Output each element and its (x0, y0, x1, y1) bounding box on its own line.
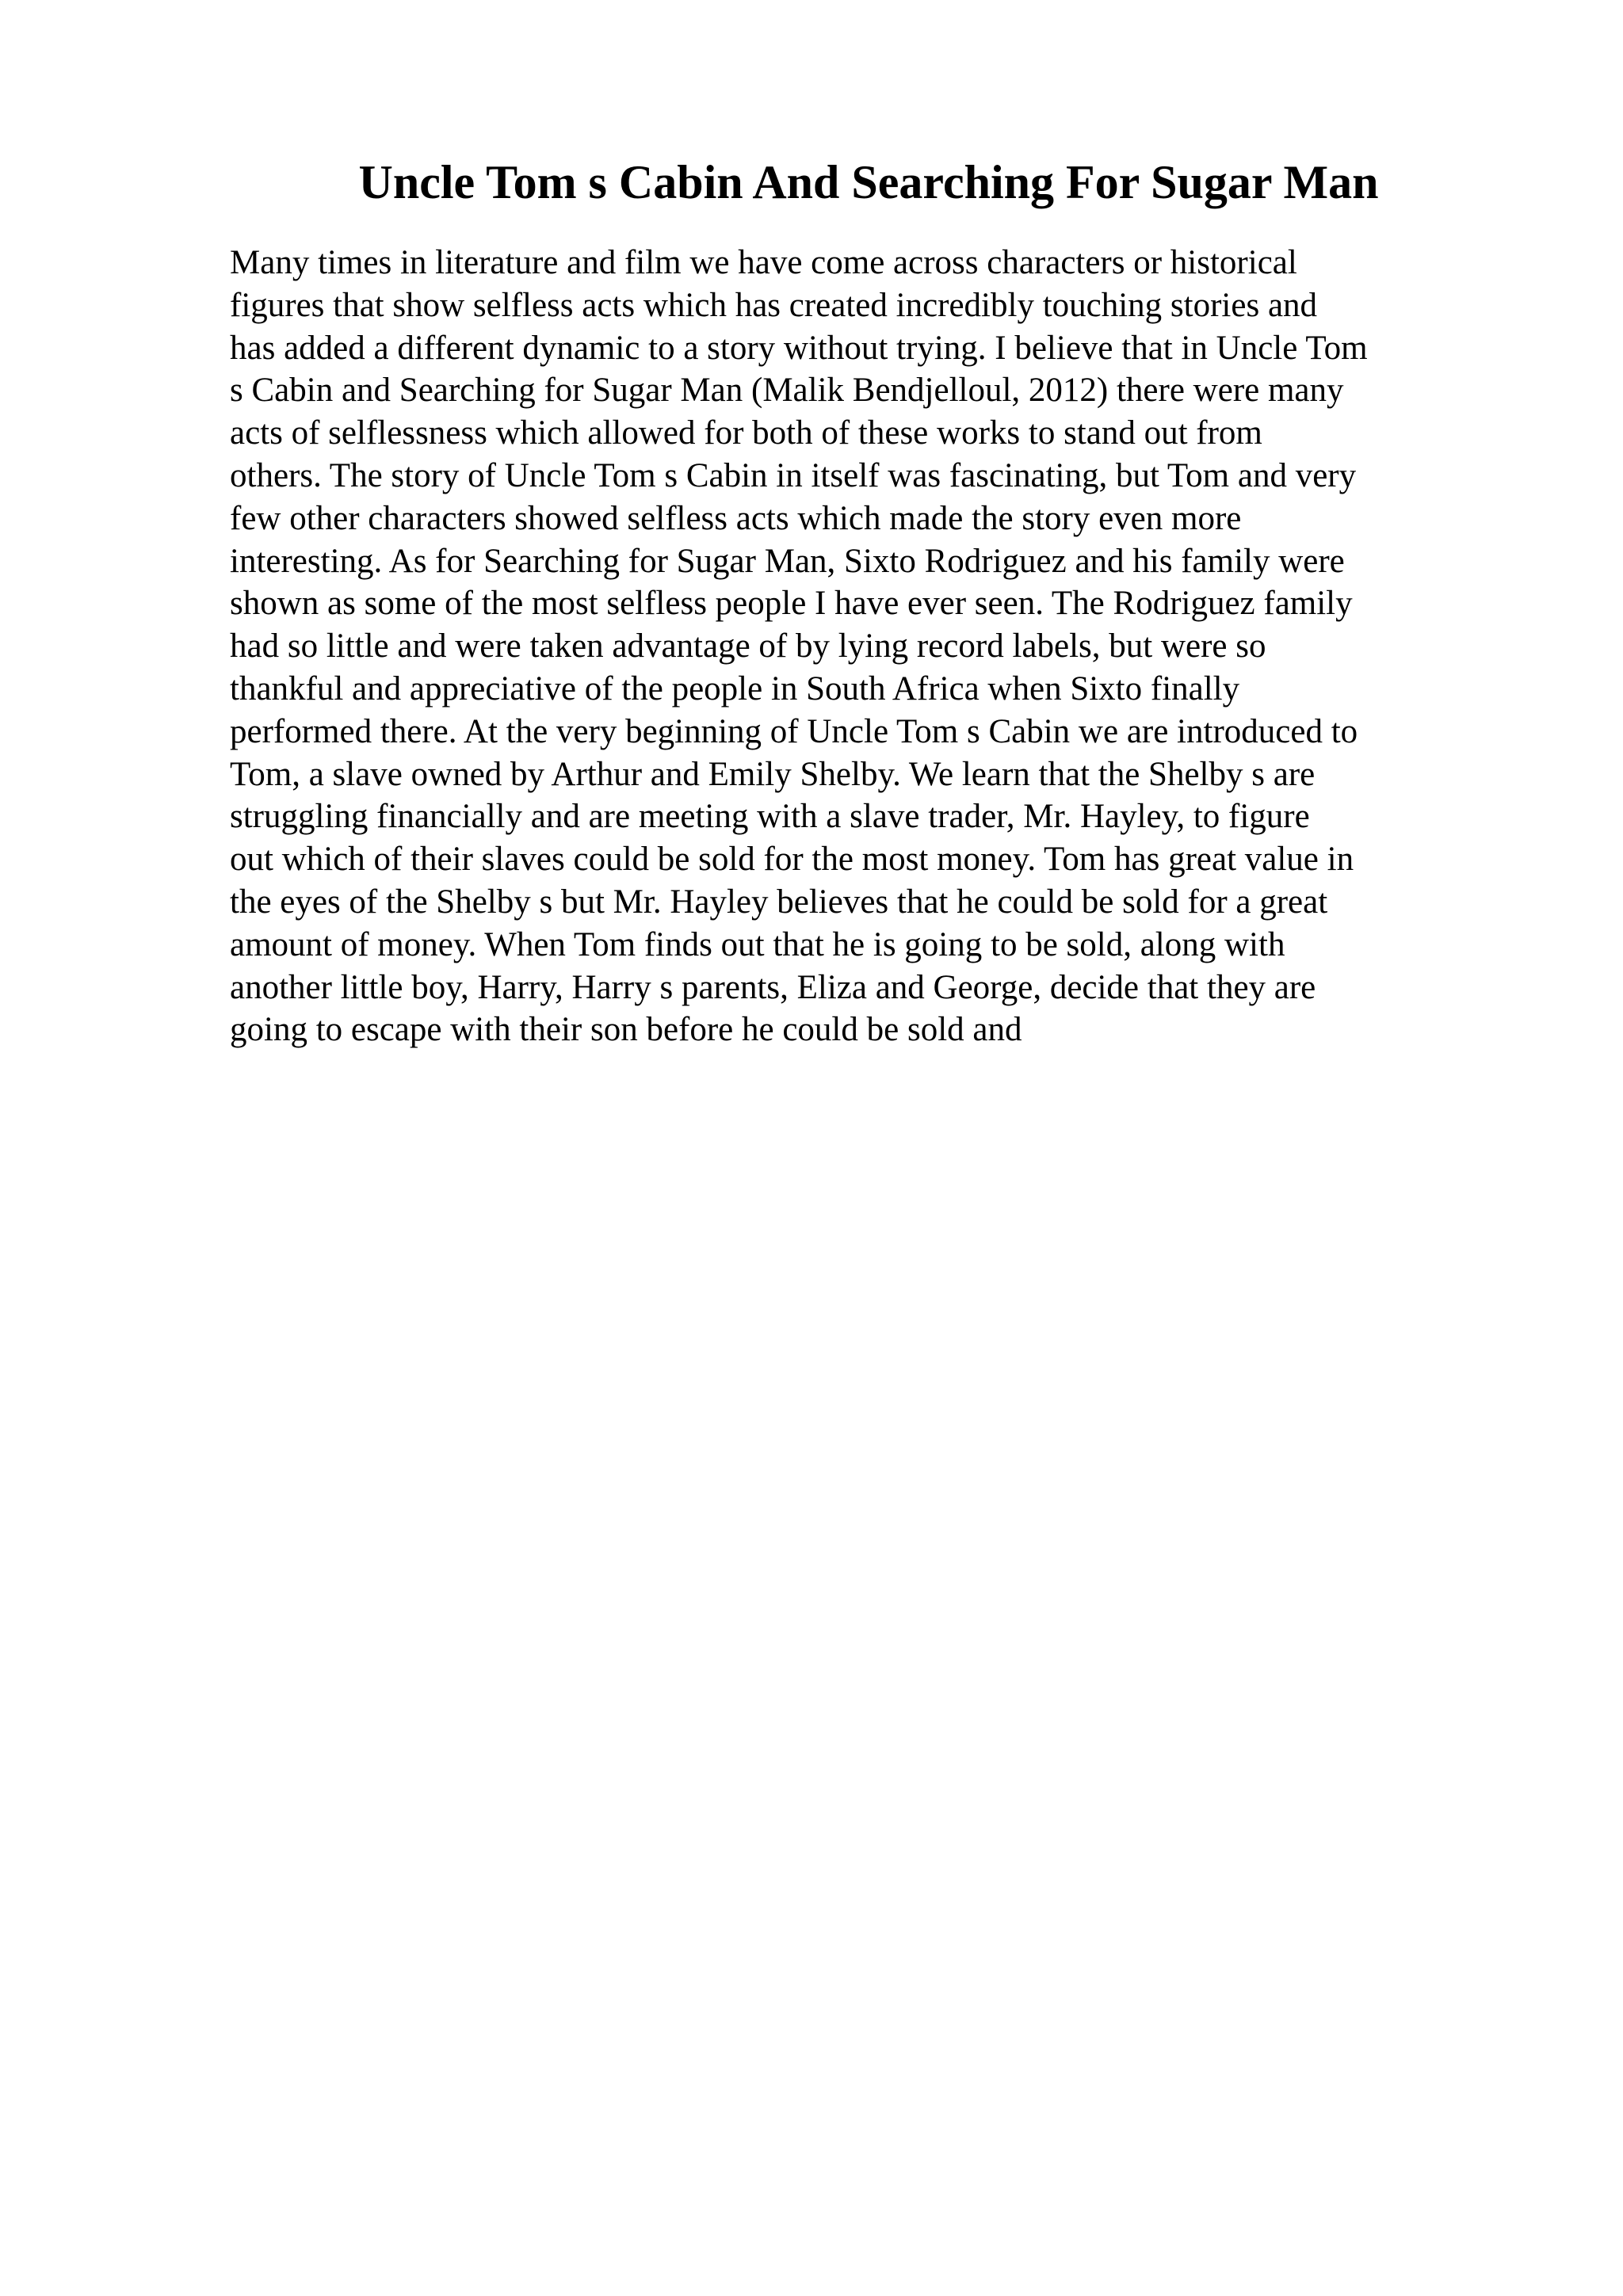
paragraph-line: acts of selflessness which allowed for both of these works to stand out from (230, 414, 1262, 452)
paragraph-line: few other characters showed selfless acts which made the story even more (230, 499, 1242, 537)
paragraph-line: going to escape with their son before he could be sold and (230, 1011, 1022, 1049)
paragraph-line: performed there. At the very beginning of Uncle Tom s Cabin we are introduced to (230, 712, 1358, 750)
paragraph-line: shown as some of the most selfless people I have ever seen. The Rodriguez family (230, 585, 1353, 623)
paragraph-line: the eyes of the Shelby s but Mr. Hayley believes that he could be sold for a great (230, 883, 1328, 921)
body-paragraph (230, 242, 1498, 1051)
document-title: Uncle Tom s Cabin And Searching For Sugar Man (358, 156, 1379, 208)
paragraph-line: s Cabin and Searching for Sugar Man (Malik Bendjelloul, 2012) there were many (230, 372, 1344, 410)
paragraph-line: struggling financially and are meeting with a slave trader, Mr. Hayley, to figure (230, 798, 1310, 836)
paragraph-line: Tom, a slave owned by Arthur and Emily Shelby. We learn that the Shelby s are (230, 755, 1316, 793)
paragraph-line: thankful and appreciative of the people in South Africa when Sixto finally (230, 669, 1240, 707)
paragraph-line: figures that show selfless acts which has created incredibly touching stories and (230, 286, 1318, 324)
paragraph-line: interesting. As for Searching for Sugar Man, Sixto Rodriguez and his family were (230, 542, 1345, 580)
paragraph-line: out which of their slaves could be sold for the most money. Tom has great value in (230, 841, 1354, 879)
paragraph-line: had so little and were taken advantage of by lying record labels, but were so (230, 627, 1266, 666)
paragraph-line: amount of money. When Tom finds out that he is going to be sold, along with (230, 925, 1285, 963)
paragraph-line: has added a different dynamic to a story without trying. I believe that in Uncle Tom (230, 329, 1368, 367)
paragraph-line: Many times in literature and film we have come across characters or historical (230, 244, 1297, 281)
paragraph-line: another little boy, Harry, Harry s parents, Eliza and George, decide that they are (230, 968, 1316, 1006)
paragraph-line: others. The story of Uncle Tom s Cabin in itself was fascinating, but Tom and very (230, 456, 1357, 494)
